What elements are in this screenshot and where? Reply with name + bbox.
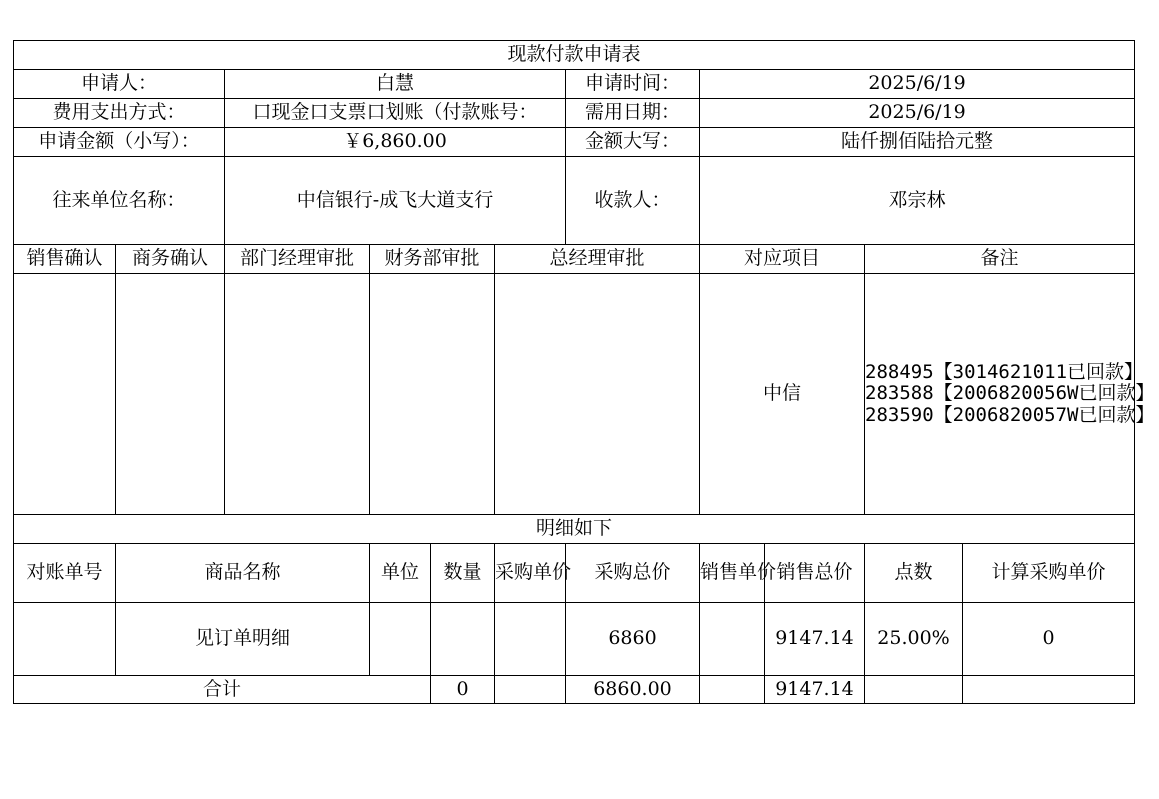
title-row: [14, 41, 1135, 70]
payment-request-form: [13, 40, 1155, 704]
detail-row: [14, 603, 1135, 676]
totals-points: [865, 676, 963, 704]
remarks-cell: [865, 274, 1155, 515]
remark-line: 288495【3014621011已回款】: [865, 361, 1144, 384]
sales-confirm-header: 销售确认: [14, 245, 116, 274]
dept-manager-header: 部门经理审批: [225, 245, 370, 274]
qty-cell: [431, 603, 495, 676]
calc-price-cell: 0: [963, 603, 1135, 676]
purchase-total-cell: 6860: [566, 603, 700, 676]
amount-value: ￥6,860.00: [225, 128, 566, 157]
counterparty-value: 中信银行-成飞大道支行: [225, 157, 566, 245]
amount-row: [14, 128, 1135, 157]
counterparty-label: 往来单位名称：: [14, 157, 225, 245]
approval-body-row: [14, 274, 1135, 515]
applicant-value: 白慧: [225, 70, 566, 99]
payee-label: 收款人：: [566, 157, 700, 245]
general-manager-header: 总经理审批: [495, 245, 700, 274]
qty-header: 数量: [431, 544, 495, 603]
amount-words-label: 金额大写：: [566, 128, 700, 157]
form-title: 现款付款申请表: [14, 41, 1135, 70]
counterparty-row: [14, 157, 1135, 245]
totals-qty: 0: [431, 676, 495, 704]
sale-unit-price-header: 销售单价: [700, 544, 765, 603]
applicant-label: 申请人：: [14, 70, 225, 99]
project-value: 中信: [700, 274, 865, 515]
totals-sale-total: 9147.14: [765, 676, 865, 704]
required-date-label: 需用日期：: [566, 99, 700, 128]
totals-label: 合计: [14, 676, 431, 704]
detail-title: 明细如下: [14, 515, 1135, 544]
general-manager-cell: [495, 274, 700, 515]
totals-row: [14, 676, 1135, 704]
remark-line: 283588【2006820056W已回款】: [865, 382, 1155, 405]
business-confirm-header: 商务确认: [116, 245, 225, 274]
detail-header-row: [14, 544, 1135, 603]
applicant-row: [14, 70, 1135, 99]
payment-method-row: [14, 99, 1135, 128]
sale-unit-price-cell: [700, 603, 765, 676]
calc-price-header: 计算采购单价: [963, 544, 1135, 603]
points-cell: 25.00%: [865, 603, 963, 676]
payment-method-label: 费用支出方式：: [14, 99, 225, 128]
totals-purchase-total: 6860.00: [566, 676, 700, 704]
sale-total-header: 销售总价: [765, 544, 865, 603]
finance-header: 财务部审批: [370, 245, 495, 274]
totals-purchase-unit-price: [495, 676, 566, 704]
purchase-total-header: 采购总价: [566, 544, 700, 603]
payment-method-value: 口现金口支票口划账（付款账号：: [225, 99, 566, 128]
apply-time-label: 申请时间：: [566, 70, 700, 99]
business-confirm-cell: [116, 274, 225, 515]
totals-sale-unit-price: [700, 676, 765, 704]
finance-cell: [370, 274, 495, 515]
detail-title-row: [14, 515, 1135, 544]
dept-manager-cell: [225, 274, 370, 515]
payee-value: 邓宗林: [700, 157, 1135, 245]
product-header: 商品名称: [116, 544, 370, 603]
unit-header: 单位: [370, 544, 431, 603]
sales-confirm-cell: [14, 274, 116, 515]
totals-calc-price: [963, 676, 1135, 704]
project-header: 对应项目: [700, 245, 865, 274]
points-header: 点数: [865, 544, 963, 603]
remarks-header: 备注: [865, 245, 1135, 274]
product-cell: 见订单明细: [116, 603, 370, 676]
sale-total-cell: 9147.14: [765, 603, 865, 676]
order-no-cell: [14, 603, 116, 676]
amount-label: 申请金额（小写）：: [14, 128, 225, 157]
amount-words-value: 陆仟捌佰陆拾元整: [700, 128, 1135, 157]
order-no-header: 对账单号: [14, 544, 116, 603]
purchase-unit-price-cell: [495, 603, 566, 676]
purchase-unit-price-header: 采购单价: [495, 544, 566, 603]
remark-line: 283590【2006820057W已回款】: [865, 403, 1155, 426]
apply-time-value: 2025/6/19: [700, 70, 1135, 99]
approval-header-row: [14, 245, 1135, 274]
required-date-value: 2025/6/19: [700, 99, 1135, 128]
unit-cell: [370, 603, 431, 676]
